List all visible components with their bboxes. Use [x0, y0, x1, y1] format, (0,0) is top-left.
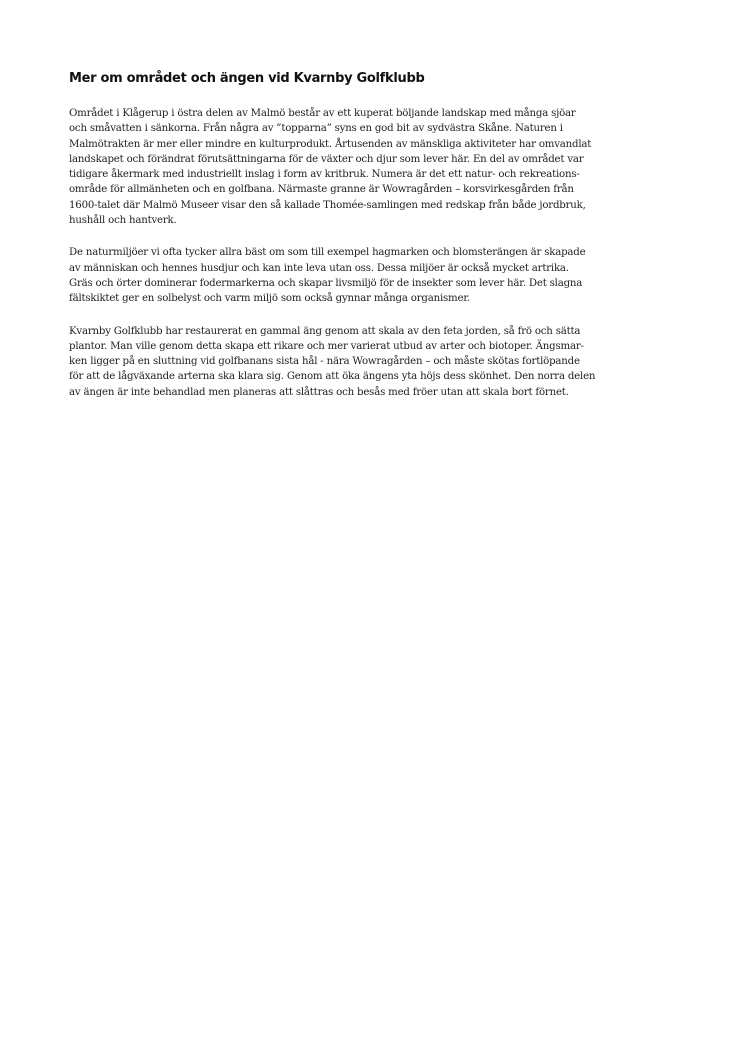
- text-line: Malmötrakten är mer eller mindre en kulturprodukt. Årtusenden av mänskliga aktiviteter har omvandlat: [69, 138, 592, 150]
- text-line: för att de lågväxande arterna ska klara sig. Genom att öka ängens yta höjs dess skönhet. Den norra delen: [69, 371, 596, 383]
- paragraph-area-description: [69, 106, 681, 228]
- text-line: av ängen är inte behandlad men planeras att slåttras och besås med fröer utan att skala bort förnet.: [69, 386, 569, 398]
- text-line: av människan och hennes husdjur och kan inte leva utan oss. Dessa miljöer är också mycket artrika.: [69, 262, 569, 274]
- text-line: De naturmiljöer vi ofta tycker allra bäst om som till exempel hagmarken och blomsterängen är skapade: [69, 247, 586, 259]
- paragraph-meadow-restoration: [69, 324, 681, 400]
- text-line: Gräs och örter dominerar fodermarkerna och skapar livsmiljö för de insekter som lever här. Det slagna: [69, 277, 583, 289]
- text-line: 1600-talet där Malmö Museer visar den så kallade Thomée-samlingen med redskap från både jordbruk,: [69, 199, 586, 211]
- text-line: Området i Klågerup i östra delen av Malmö består av ett kuperat böljande landskap med många sjöar: [69, 108, 576, 119]
- text-line: hushåll och hantverk.: [69, 215, 177, 227]
- page-title: Mer om området och ängen vid Kvarnby Golfklubb: [69, 71, 425, 86]
- text-line: och småvatten i sänkorna. Från några av ”topparna” syns en god bit av sydvästra Skåne. Naturen i: [69, 123, 563, 135]
- text-line: ken ligger på en sluttning vid golfbanans sista hål - nära Wowragården – och måste skötas fortlöpande: [69, 356, 580, 368]
- text-line: område för allmänheten och en golfbana. Närmaste granne är Wowragården – korsvirkesgården från: [69, 184, 574, 196]
- body-text: [69, 106, 681, 417]
- paragraph-nature-environments: [69, 245, 681, 306]
- text-line: plantor. Man ville genom detta skapa ett rikare och mer varierat utbud av arter och biotoper. Ängsmar-: [69, 340, 584, 352]
- text-line: landskapet och förändrat förutsättningarna för de växter och djur som lever här. En del av området var: [69, 153, 584, 165]
- text-line: fältskiktet ger en solbelyst och varm miljö som också gynnar många organismer.: [69, 293, 470, 305]
- text-line: Kvarnby Golfklubb har restaurerat en gammal äng genom att skala av den feta jorden, så frö och sätta: [69, 325, 581, 337]
- text-line: tidigare åkermark med industriellt inslag i form av kritbruk. Numera är det ett natur- och rekreations-: [69, 169, 580, 181]
